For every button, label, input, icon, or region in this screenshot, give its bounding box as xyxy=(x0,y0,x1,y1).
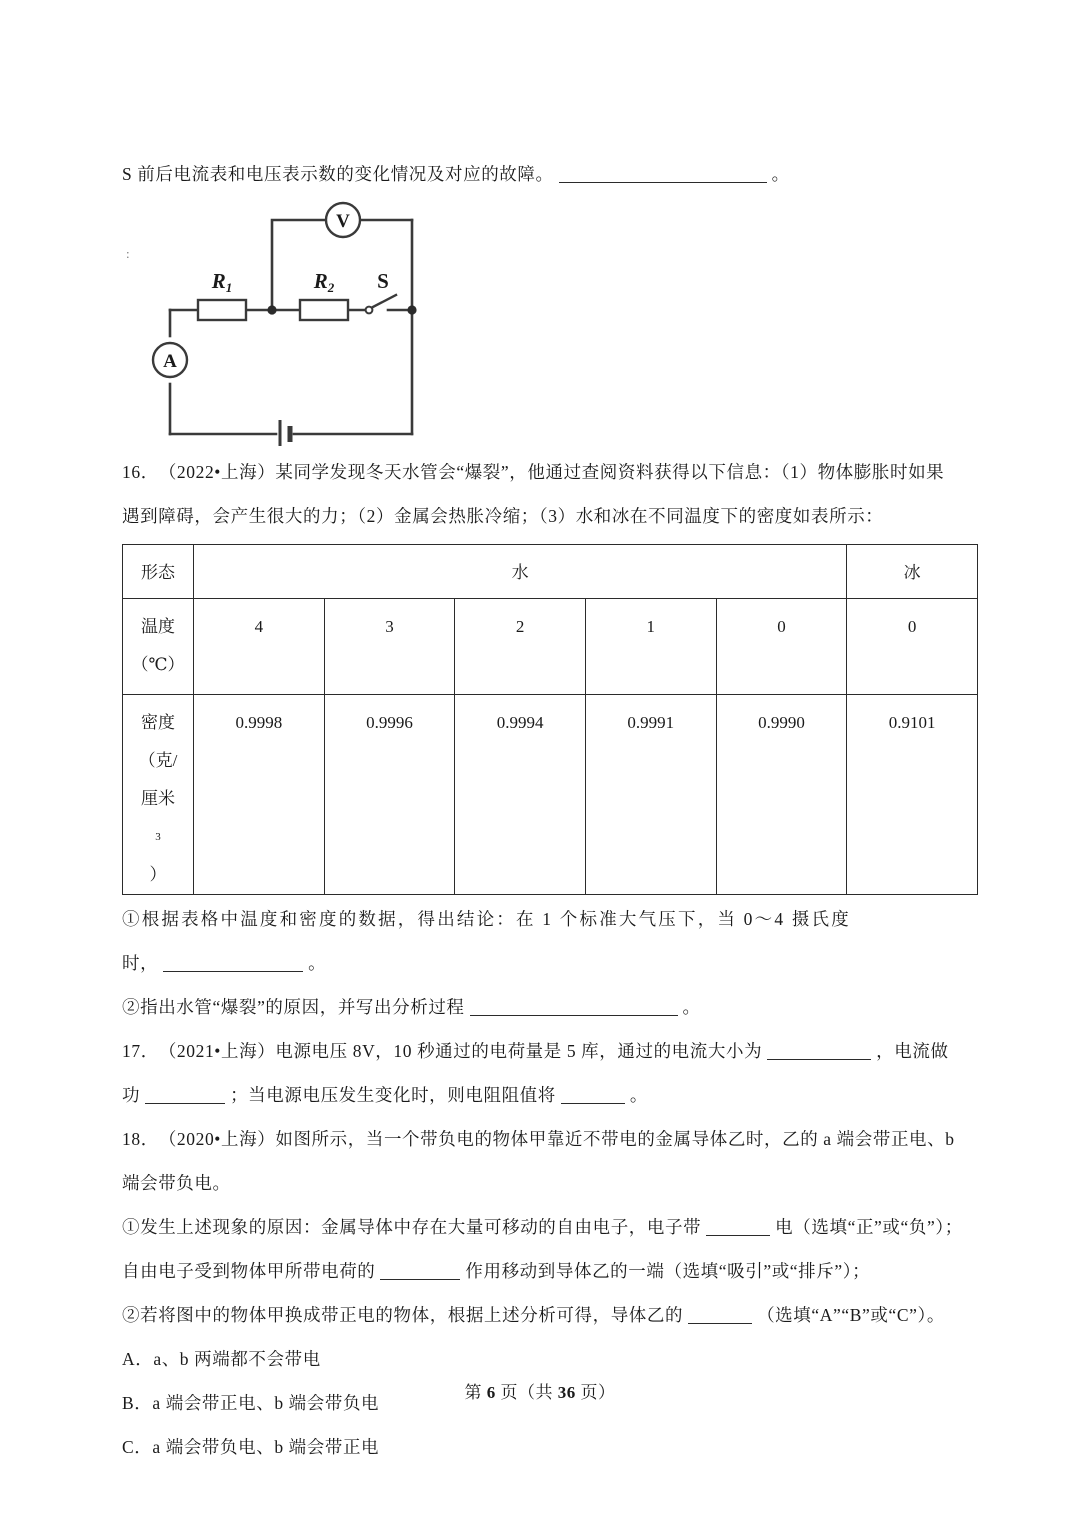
option-a[interactable]: A．a、b 两端都不会带电 xyxy=(122,1349,321,1369)
cell-density-label-1: 密度 xyxy=(141,713,175,732)
q15-period: 。 xyxy=(771,164,790,184)
cell-temp-ice: 0 xyxy=(847,599,978,695)
cell-state-water: 水 xyxy=(194,545,847,599)
question-16-line1 xyxy=(122,450,980,494)
circuit-diagram xyxy=(122,198,980,450)
question-18-sub1-line1 xyxy=(122,1205,980,1249)
cell-temp-4: 0 xyxy=(716,599,847,695)
cell-temp-label-2: （℃） xyxy=(131,655,185,674)
resistor-r1-symbol xyxy=(198,300,246,320)
footer-total-pages: 36 xyxy=(557,1383,576,1402)
option-c[interactable]: C．a 端会带负电、b 端会带正电 xyxy=(122,1437,380,1457)
ammeter-label: A xyxy=(163,351,177,372)
answer-blank[interactable] xyxy=(163,954,303,973)
voltmeter-label: V xyxy=(336,211,350,232)
question-17-line1 xyxy=(122,1029,980,1073)
answer-blank[interactable] xyxy=(559,165,767,184)
page-footer xyxy=(0,1378,1080,1403)
question-17-text-b: ，电流做 xyxy=(876,1041,949,1061)
q18-sub2-b: （选填“A”“B”或“C”）。 xyxy=(757,1305,945,1325)
sub1-suffix: 。 xyxy=(308,953,327,973)
cell-state-label: 形态 xyxy=(123,545,194,599)
sub1-prefix: 时， xyxy=(122,953,159,973)
resistor-r1-label: R1 xyxy=(211,269,233,295)
cell-temp-label xyxy=(123,599,194,695)
cell-density-0: 0.9998 xyxy=(194,695,325,895)
answer-blank[interactable] xyxy=(470,998,678,1017)
question-18-sub2 xyxy=(122,1293,980,1337)
junction-dot xyxy=(267,305,276,314)
question-16-text: （2022•上海）某同学发现冬天水管会“爆裂”，他通过查阅资料获得以下信息：（1）物体膨胀时如果 xyxy=(158,462,945,482)
q18-sub2-a: ②若将图中的物体甲换成带正电的物体，根据上述分析可得，导体乙的 xyxy=(122,1305,684,1325)
answer-blank[interactable] xyxy=(688,1306,752,1325)
margin-dots: : xyxy=(126,246,130,261)
sub2-suffix: 。 xyxy=(682,997,701,1017)
cell-temp-3: 1 xyxy=(585,599,716,695)
switch-label: S xyxy=(377,269,389,293)
cell-temp-1: 3 xyxy=(324,599,455,695)
footer-prefix: 第 xyxy=(464,1383,487,1402)
question-17-text-d: ；当电源电压发生变化时，则电阻阻值将 xyxy=(230,1085,556,1105)
question-16-sub1-line1: ①根据表格中温度和密度的数据，得出结论：在 1 个标准大气压下，当 0～4 摄氏度 xyxy=(122,909,851,929)
footer-middle: 页（共 xyxy=(495,1383,558,1402)
cell-temp-0: 4 xyxy=(194,599,325,695)
battery-symbol xyxy=(280,420,290,446)
table-row-state xyxy=(123,545,978,599)
question-16-sub1-line2 xyxy=(122,941,980,985)
question-18-text: （2020•上海）如图所示，当一个带负电的物体甲靠近不带电的金属导体乙时，乙的 a 端会带正电、b xyxy=(158,1129,955,1149)
cell-density-1: 0.9996 xyxy=(324,695,455,895)
question-17-number: 17． xyxy=(122,1041,159,1061)
cell-density-3: 0.9991 xyxy=(585,695,716,895)
cell-density-label-2: （克/ xyxy=(138,751,178,770)
cell-temp-label-1: 温度 xyxy=(141,617,175,636)
answer-blank[interactable] xyxy=(561,1086,625,1105)
answer-blank[interactable] xyxy=(380,1262,460,1281)
q18-sub1-b: 电（选填“正”或“负”）； xyxy=(775,1217,963,1237)
q15-text: S 前后电流表和电压表示数的变化情况及对应的故障。 xyxy=(122,164,554,184)
question-17-text-c: 功 xyxy=(122,1085,141,1105)
question-17-text-e: 。 xyxy=(629,1085,648,1105)
question-16-line2: 遇到障碍，会产生很大的力；（2）金属会热胀冷缩；（3）水和冰在不同温度下的密度如表所示： xyxy=(122,506,884,526)
q18-sub1-c: 自由电子受到物体甲所带电荷的 xyxy=(122,1261,376,1281)
page-content xyxy=(122,152,980,1469)
question-17-line2 xyxy=(122,1073,980,1117)
cell-state-ice: 冰 xyxy=(847,545,978,599)
q18-sub1-a: ①发生上述现象的原因：金属导体中存在大量可移动的自由电子，电子带 xyxy=(122,1217,702,1237)
cell-density-ice: 0.9101 xyxy=(847,695,978,895)
cell-density-label-3: 厘米 3 ） xyxy=(127,780,189,894)
circuit-svg xyxy=(130,198,450,446)
footer-page-number: 6 xyxy=(486,1383,496,1402)
answer-blank[interactable] xyxy=(706,1218,770,1237)
answer-blank[interactable] xyxy=(767,1042,871,1061)
resistor-r2-symbol xyxy=(300,300,348,320)
table-row-temperature xyxy=(123,599,978,695)
cell-temp-2: 2 xyxy=(455,599,586,695)
junction-dot xyxy=(407,305,416,314)
question-18-line2: 端会带负电。 xyxy=(122,1173,231,1193)
question-18-line1 xyxy=(122,1117,980,1161)
sub2-prefix: ②指出水管“爆裂”的原因，并写出分析过程 xyxy=(122,997,465,1017)
question-16-sub2 xyxy=(122,985,980,1029)
question-17-text-a: （2021•上海）电源电压 8V，10 秒通过的电荷量是 5 库，通过的电流大小为 xyxy=(158,1041,763,1061)
question-18-sub1-line2 xyxy=(122,1249,980,1293)
cell-density-label xyxy=(123,695,194,895)
resistor-r2-label: R2 xyxy=(313,269,335,295)
density-table xyxy=(122,544,978,895)
cell-density-4: 0.9990 xyxy=(716,695,847,895)
question-18-number: 18． xyxy=(122,1129,159,1149)
switch-symbol[interactable] xyxy=(366,307,373,314)
question-15-tail xyxy=(122,152,980,196)
table-row-density xyxy=(123,695,978,895)
question-16-number: 16． xyxy=(122,462,159,482)
answer-blank[interactable] xyxy=(145,1086,225,1105)
density-unit-exponent: 3 xyxy=(155,831,161,843)
footer-suffix: 页） xyxy=(575,1383,616,1402)
option-b[interactable]: B．a 端会带正电、b 端会带负电 xyxy=(122,1393,380,1413)
q18-sub1-d: 作用移动到导体乙的一端（选填“吸引”或“排斥”）； xyxy=(465,1261,871,1281)
cell-density-2: 0.9994 xyxy=(455,695,586,895)
